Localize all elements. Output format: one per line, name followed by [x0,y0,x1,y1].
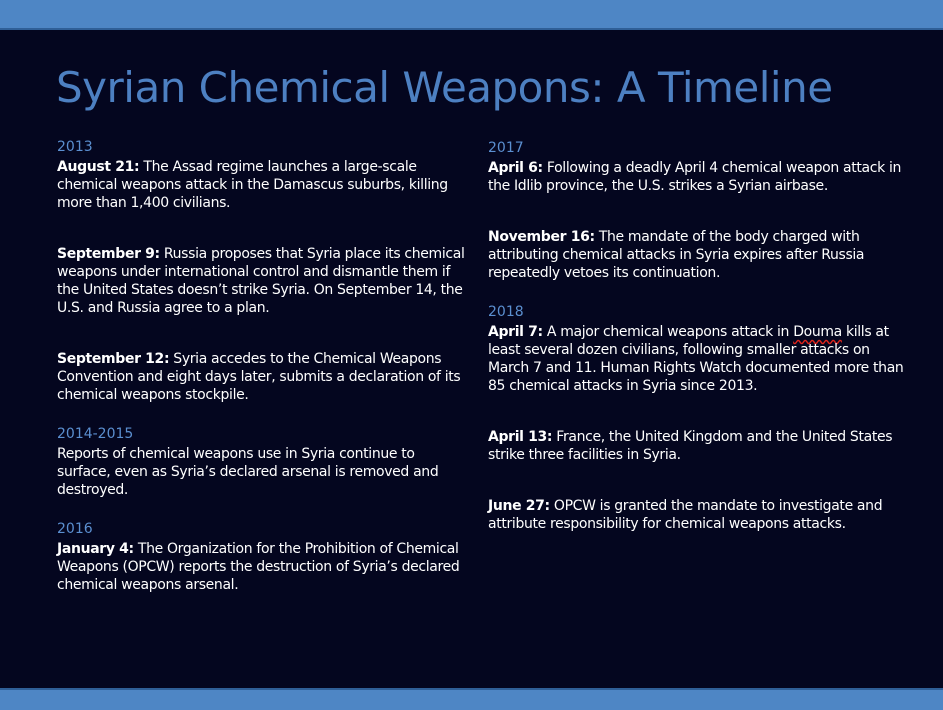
entry-date: September 9: [57,246,160,262]
entry-text: Following a deadly April 4 chemical weapon attack in the Idlib province, the U.S. strikes a Syrian airbase. [488,160,902,194]
entry-date: April 7: [488,324,543,340]
year-heading-2017: 2017 [488,140,524,156]
timeline-entry-nov-16-2017 [488,228,908,282]
timeline-entry-apr-7-2018 [488,323,908,395]
bottom-accent-band [0,688,943,710]
entry-text: kills at least several dozen civilians, following smaller attacks on March 7 and 11. Human Rights Watch documented more than 85 chemical attacks in Syria since 2013. [488,324,904,394]
year-heading-2014-2015: 2014-2015 [57,426,134,442]
year-heading-2018: 2018 [488,304,524,320]
entry-text: The Assad regime launches a large-scale chemical weapons attack in the Damascus suburbs, killing more than 1,400 civilians. [57,159,448,211]
left-column [57,138,465,594]
year-heading-2013: 2013 [57,139,93,155]
entry-text: Russia proposes that Syria place its chemical weapons under international control and dismantle them if the United States doesn’t strike Syria. On September 14, the U.S. and Russia agree to a plan. [57,246,465,316]
year-heading-2016: 2016 [57,521,93,537]
timeline-entry-apr-13-2018 [488,428,908,464]
entry-date: September 12: [57,351,170,367]
timeline-entry-aug-21-2013 [57,158,465,212]
spellcheck-flagged-word: Douma [793,324,842,340]
entry-text: The Organization for the Prohibition of Chemical Weapons (OPCW) reports the destruction of Syria’s declared chemical weapons arsenal. [57,541,460,593]
entry-text: A major chemical weapons attack in [542,324,794,340]
timeline-entry-jan-4-2016 [57,540,465,594]
entry-date: June 27: [488,498,550,514]
timeline-entry-apr-6-2017 [488,159,908,195]
entry-text: The mandate of the body charged with attributing chemical attacks in Syria expires after Russia repeatedly vetoes its continuation. [488,229,865,281]
timeline-entry-sep-9-2013 [57,245,465,317]
entry-text: OPCW is granted the mandate to investigate and attribute responsibility for chemical weapons attacks. [488,498,883,532]
timeline-entry-sep-12-2013 [57,350,465,404]
slide-title: Syrian Chemical Weapons: A Timeline [56,63,833,112]
entry-date: April 13: [488,429,553,445]
entry-text: Reports of chemical weapons use in Syria continue to surface, even as Syria’s declared arsenal is removed and destroyed. [57,446,439,498]
top-accent-band [0,0,943,30]
entry-date: November 16: [488,229,595,245]
timeline-entry-2014-2015 [57,445,465,499]
right-column [488,138,908,533]
entry-text: Syria accedes to the Chemical Weapons Convention and eight days later, submits a declaration of its chemical weapons stockpile. [57,351,461,403]
timeline-entry-jun-27-2018 [488,497,908,533]
entry-date: January 4: [57,541,134,557]
entry-date: August 21: [57,159,140,175]
entry-date: April 6: [488,160,543,176]
entry-text: France, the United Kingdom and the United States strike three facilities in Syria. [488,429,893,463]
